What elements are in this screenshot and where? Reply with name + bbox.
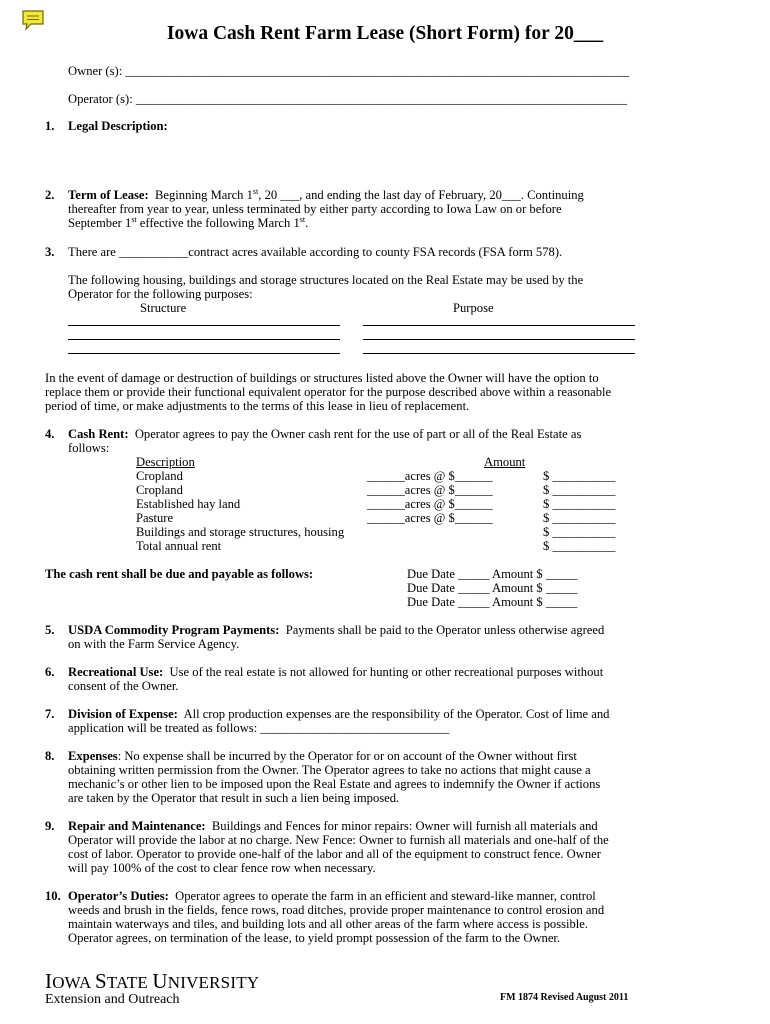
text: Beginning March 1 (154, 188, 253, 202)
page-title: Iowa Cash Rent Farm Lease (Short Form) for 20___ (166, 23, 604, 44)
logo-text: NIVERSITY (167, 973, 260, 992)
text: In the event of damage or destruction of buildings or structures listed above the Owner will have the option to (45, 371, 599, 385)
text: cost of labor. Operator to provide one-half of the labor and all of the equipment to construct fence. Owner (68, 847, 601, 861)
structure-blank[interactable] (68, 339, 340, 340)
section-title: USDA Commodity Program Payments: (68, 623, 280, 637)
text: obtaining written permission from the Owner. The Operator agrees to take no actions that might cause a (68, 763, 591, 777)
table-row[interactable] (136, 511, 173, 525)
section-title: Recreational Use: (68, 665, 164, 679)
section-repair-maintenance (45, 819, 725, 875)
section-number: 1. (45, 119, 55, 133)
section-number: 9. (45, 819, 55, 833)
section-cash-rent (45, 427, 725, 455)
section-title: Legal Description: (68, 119, 168, 133)
text: . (305, 216, 309, 230)
text: The following housing, buildings and storage structures located on the Real Estate may be used by the (68, 273, 584, 287)
text: September 1 (68, 216, 132, 230)
university-logo (45, 969, 260, 1008)
section-number: 10. (45, 889, 61, 903)
column-header-structure: Structure (140, 301, 187, 315)
text: Operator will provide the labor at no charge. New Fence: Owner to furnish all materials and one-half of the (68, 833, 609, 847)
table-row[interactable] (136, 483, 183, 497)
owner-field[interactable]: Owner (s): ________________________________________________________________________________ (68, 64, 630, 78)
purpose-blank[interactable] (363, 339, 635, 340)
section-term-of-lease (45, 188, 725, 230)
section-number: 2. (45, 188, 55, 202)
row-amount[interactable]: $ __________ (543, 469, 616, 483)
text: are taken by the Operator that result in such a lien being imposed. (68, 791, 400, 805)
text: consent of the Owner. (68, 679, 179, 693)
logo-letter: I (45, 969, 53, 993)
due-label: The cash rent shall be due and payable as follows: (45, 567, 314, 581)
text: Operator agrees to pay the Owner cash rent for the use of part or all of the Real Estate as (134, 427, 582, 441)
row-description: Buildings and storage structures, housing (136, 525, 345, 539)
section-contract-acres (45, 245, 725, 301)
text: effective the following March 1 (136, 216, 300, 230)
logo-text: TATE (106, 973, 153, 992)
section-legal-description (45, 119, 725, 133)
column-header-amount: Amount (484, 455, 526, 469)
row-amount[interactable]: $ __________ (543, 483, 616, 497)
row-description: Total annual rent (136, 539, 222, 553)
row-acres[interactable]: ______acres @ $______ (367, 497, 493, 511)
row-description: Pasture (136, 511, 174, 525)
section-title: Division of Expense: (68, 707, 178, 721)
text: follows: (68, 441, 110, 455)
due-row[interactable]: Due Date _____ Amount $ _____ (407, 567, 578, 581)
logo-letter: U (152, 969, 168, 993)
text: Use of the real estate is not allowed for hunting or other recreational purposes without (169, 665, 604, 679)
sup: st (131, 214, 137, 224)
text: Buildings and Fences for minor repairs: Owner will furnish all materials and (211, 819, 598, 833)
text: : No expense shall be incurred by the Operator for or on account of the Owner without first (117, 749, 577, 763)
structure-blank[interactable] (68, 325, 340, 326)
extension-label: Extension and Outreach (45, 992, 180, 1007)
purpose-blank[interactable] (363, 325, 635, 326)
text: Operator agrees to operate the farm in an efficient and steward-like manner, control (175, 889, 596, 903)
section-number: 8. (45, 749, 55, 763)
row-amount[interactable]: $ __________ (543, 525, 616, 539)
section-title: Repair and Maintenance: (68, 819, 206, 833)
logo-text: OWA (52, 973, 96, 992)
text: Payments shall be paid to the Operator unless otherwise agreed (285, 623, 605, 637)
text: period of time, or make adjustments to the terms of this lease in lieu of replacement. (45, 399, 470, 413)
text: mechanic’s or other lien to be imposed upon the Real Estate and agrees to indemnify the Owner if actions (68, 777, 601, 791)
row-description: Cropland (136, 483, 183, 497)
text: will pay 100% of the cost to clear fence row when necessary. (68, 861, 376, 875)
table-row[interactable] (136, 469, 183, 483)
row-acres[interactable]: ______acres @ $______ (367, 469, 493, 483)
text: application will be treated as follows: ______________________________ (68, 721, 450, 735)
section-expenses (45, 749, 725, 805)
row-amount[interactable]: $ __________ (543, 539, 616, 553)
row-acres[interactable]: ______acres @ $______ (367, 511, 493, 525)
table-row[interactable] (136, 525, 344, 539)
structure-blank[interactable] (68, 353, 340, 354)
sup: st (299, 214, 306, 224)
table-row[interactable] (136, 539, 221, 553)
section-number: 7. (45, 707, 55, 721)
text: on with the Farm Service Agency. (68, 637, 240, 651)
row-description: Cropland (136, 469, 183, 483)
section-division-of-expense (45, 707, 725, 735)
section-title: Cash Rent: (68, 427, 129, 441)
logo-letter: S (95, 969, 107, 993)
due-row[interactable]: Due Date _____ Amount $ _____ (407, 581, 578, 595)
section-operator-duties (45, 889, 725, 945)
column-header-purpose: Purpose (453, 301, 494, 315)
row-amount[interactable]: $ __________ (543, 497, 616, 511)
table-row[interactable] (136, 497, 240, 511)
row-acres[interactable]: ______acres @ $______ (367, 483, 493, 497)
section-title: Operator’s Duties: (68, 889, 169, 903)
sup: st (252, 186, 259, 196)
university-name (45, 969, 260, 993)
text: thereafter from year to year, unless terminated by either party according to Iowa Law on or before (68, 202, 562, 216)
text: replace them or provide their functional equivalent operator for the purpose described above within a reasonable (45, 385, 612, 399)
text: All crop production expenses are the responsibility of the Operator. Cost of lime and (183, 707, 610, 721)
purpose-blank[interactable] (363, 353, 635, 354)
section-recreational-use (45, 665, 725, 693)
row-amount[interactable]: $ __________ (543, 511, 616, 525)
text: weeds and brush in the fields, fence rows, road ditches, provide proper maintenance to control erosion and (68, 903, 605, 917)
section-title: Expenses (68, 749, 118, 763)
section-number: 3. (45, 245, 55, 259)
section-title: Term of Lease: (68, 188, 149, 202)
row-description: Established hay land (136, 497, 241, 511)
text: There are ___________contract acres available according to county FSA records (FSA form 578). (68, 245, 563, 259)
due-row[interactable]: Due Date _____ Amount $ _____ (407, 595, 578, 609)
section-usda-payments (45, 623, 725, 651)
section-number: 6. (45, 665, 55, 679)
section-number: 4. (45, 427, 55, 441)
text: Operator agrees, on termination of the lease, to yield prompt possession of the farm to the Owner. (68, 931, 561, 945)
operator-field[interactable]: Operator (s): ______________________________________________________________________________ (68, 92, 627, 106)
text: Operator for the following purposes: (68, 287, 253, 301)
section-number: 5. (45, 623, 55, 637)
text: maintain waterways and tiles, and building lots and all other areas of the farm where access is possible. (68, 917, 589, 931)
text: , 20 ___, and ending the last day of February, 20___. Continuing (258, 188, 584, 202)
form-number: FM 1874 Revised August 2011 (500, 992, 629, 1003)
column-header-description: Description (136, 455, 195, 469)
damage-paragraph (45, 371, 735, 413)
